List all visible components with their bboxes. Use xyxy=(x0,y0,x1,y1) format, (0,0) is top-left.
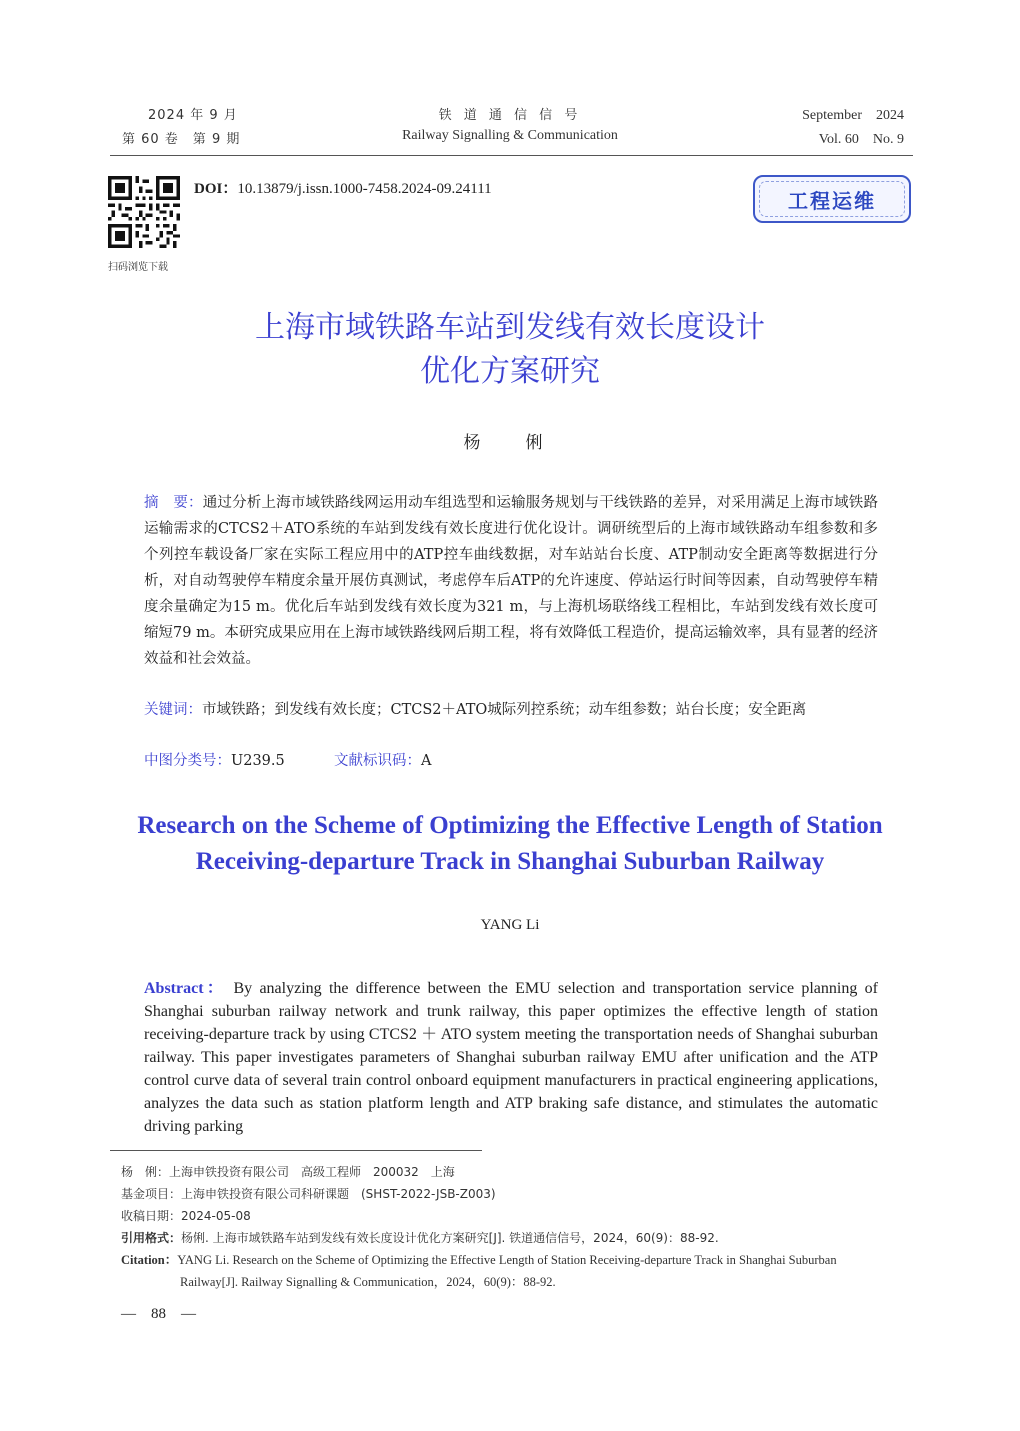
abstract-en-text: By analyzing the difference between the EMU selection and transportation service planning of Shanghai suburban railway network and trunk railway, this paper optimizes the effective length of station receiving-departure track by using CTCS2 ＋ ATO system meeting the transportation needs of Shanghai suburban railway. This paper investigates parameters of Shanghai suburban railway EMU after unification and the ATP control curve data of several train control onboard equipment manufacturers in practical engineering applications, analyzes the data such as station platform length and ATP braking safe distance, and stimulates the automatic driving parking xyxy=(144,980,878,1135)
title-en-line2: Receiving-departure Track in Shanghai Suburban Railway xyxy=(195,848,825,875)
clc-label: 中图分类号： xyxy=(144,753,231,769)
qr-code-icon[interactable] xyxy=(108,176,180,248)
header-rule xyxy=(110,155,913,156)
author-cn: 杨 俐 xyxy=(463,433,557,453)
keywords-cn xyxy=(144,697,878,723)
doi-label: DOI： xyxy=(194,181,238,197)
page-number: — 88 — xyxy=(121,1306,197,1322)
abstract-cn-text: 通过分析上海市域铁路线网运用动车组选型和运输服务规划与干线铁路的差异，对采用满足上海市域铁路运输需求的CTCS2＋ATO系统的车站到发线有效长度进行优化设计。调研统型后的上海市域铁路动车组参数和多个列控车载设备厂家在实际工程应用中的ATP控车曲线数据，对车站站台长度、ATP制动安全距离等数据进行分析，对自动驾驶停车精度余量开展仿真测试，考虑停车后ATP的允许速度、停站运行时间等因素，自动驾驶停车精度余量确定为15 m。优化后车站到发线有效长度为321 m，与上海机场联络线工程相比，车站到发线有效长度可缩短79 m。本研究成果应用在上海市域铁路线网后期工程，将有效降低工程造价，提高运输效率，具有显著的经济效益和社会效益。 xyxy=(144,495,878,667)
header-volume-en: Vol. 60 No. 9 xyxy=(818,132,904,147)
header-date-en: September 2024 xyxy=(802,108,904,123)
footnote-citation-en xyxy=(121,1250,916,1270)
footnote-citation-cn xyxy=(121,1228,916,1248)
classification-line xyxy=(144,748,878,774)
keywords-cn-text: 市域铁路；到发线有效长度；CTCS2＋ATO城际列控系统；动车组参数；站台长度；安全距离 xyxy=(202,702,807,718)
citation-cn-label: 引用格式： xyxy=(121,1231,182,1245)
doi-line xyxy=(194,177,492,198)
journal-name-en: Railway Signalling & Communication xyxy=(402,128,618,143)
footnote-citation-en-cont: Railway[J]. Railway Signalling & Communication，2024，60(9)：88-92. xyxy=(180,1275,556,1289)
header-volume-cn: 第 60 卷 第 9 期 xyxy=(122,132,241,147)
title-cn-line2: 优化方案研究 xyxy=(420,354,600,389)
doc-code-value: A xyxy=(420,753,432,769)
abstract-en xyxy=(144,977,878,1138)
qr-code-caption: 扫码浏览下载 xyxy=(108,262,168,273)
footnote-author: 杨 俐：上海申铁投资有限公司 高级工程师 200032 上海 xyxy=(121,1165,455,1179)
abstract-cn-label: 摘 要： xyxy=(144,495,203,511)
citation-cn-text: 杨俐. 上海市域铁路车站到发线有效长度设计优化方案研究[J]. 铁道通信信号，2024，60(9)：88-92. xyxy=(181,1231,719,1245)
doc-code-label: 文献标识码： xyxy=(333,753,421,769)
footnote-fund: 基金项目：上海申铁投资有限公司科研课题 (SHST-2022-JSB-Z003) xyxy=(121,1187,496,1201)
abstract-en-label: Abstract： xyxy=(144,980,227,997)
doi-value[interactable]: 10.13879/j.issn.1000-7458.2024-09.24111 xyxy=(237,181,492,197)
footnote-rule xyxy=(110,1150,482,1151)
citation-en-label: Citation： xyxy=(121,1253,178,1267)
section-badge xyxy=(753,175,911,223)
title-en-line1: Research on the Scheme of Optimizing the Effective Length of Station xyxy=(137,812,883,839)
footnote-received: 收稿日期：2024-05-08 xyxy=(121,1209,251,1223)
header-date-cn: 2024 年 9 月 xyxy=(148,108,238,123)
journal-name-cn: 铁 道 通 信 信 号 xyxy=(438,108,582,123)
keywords-cn-label: 关键词： xyxy=(144,702,202,718)
abstract-cn xyxy=(144,490,878,672)
citation-en-text-1: YANG Li. Research on the Scheme of Optimizing the Effective Length of Station Receiving-departure Track in Shanghai Suburban xyxy=(177,1253,837,1267)
section-badge-label: 工程运维 xyxy=(788,188,876,213)
author-en: YANG Li xyxy=(480,917,540,933)
title-cn-line1: 上海市域铁路车站到发线有效长度设计 xyxy=(255,310,765,345)
clc-value: U239.5 xyxy=(231,753,285,769)
